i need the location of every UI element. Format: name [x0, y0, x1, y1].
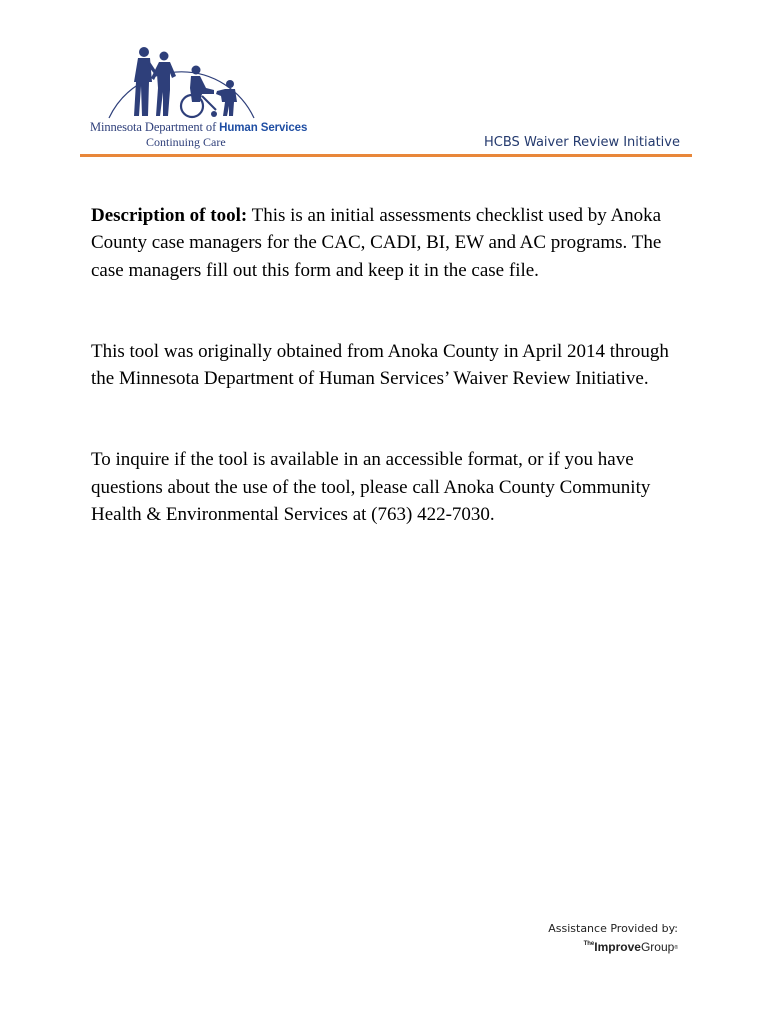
improve-word: Improve: [594, 940, 641, 954]
improve-the: The: [583, 941, 595, 947]
description-paragraph: [91, 202, 681, 284]
inquiry-paragraph: To inquire if the tool is available in an accessible format, or if you have questions about the use of the tool, please call Anoka County Community Health & Environmental Services at (763) 422-7030.: [91, 449, 651, 526]
group-word: Group: [640, 940, 675, 954]
improve-group-logo: [584, 940, 678, 954]
origin-paragraph: This tool was originally obtained from Anoka County in April 2014 through the Minnesota Department of Human Services’ Waiver Review Initiative.: [91, 340, 669, 390]
assistance-label: Assistance Provided by:: [548, 922, 678, 935]
initiative-title: HCBS Waiver Review Initiative: [484, 135, 680, 150]
description-text: This is an initial assessments checklist used by Anoka County case managers for the CAC, CADI, BI, EW and AC programs. The case managers fill out this form and keep it in the case file.: [91, 205, 662, 281]
family-silhouette-icon: [84, 40, 284, 120]
logo-division: Continuing Care: [146, 135, 226, 149]
document-body: [91, 202, 681, 582]
logo-department-prefix: Minnesota Department of: [90, 120, 217, 134]
dhs-logo: [84, 40, 308, 152]
header-divider: [80, 154, 692, 157]
logo-department-line: [90, 120, 307, 135]
description-label: Description of tool:: [91, 205, 248, 226]
logo-department-name: Human Services: [219, 122, 308, 134]
trademark-mark: ®: [674, 945, 678, 951]
